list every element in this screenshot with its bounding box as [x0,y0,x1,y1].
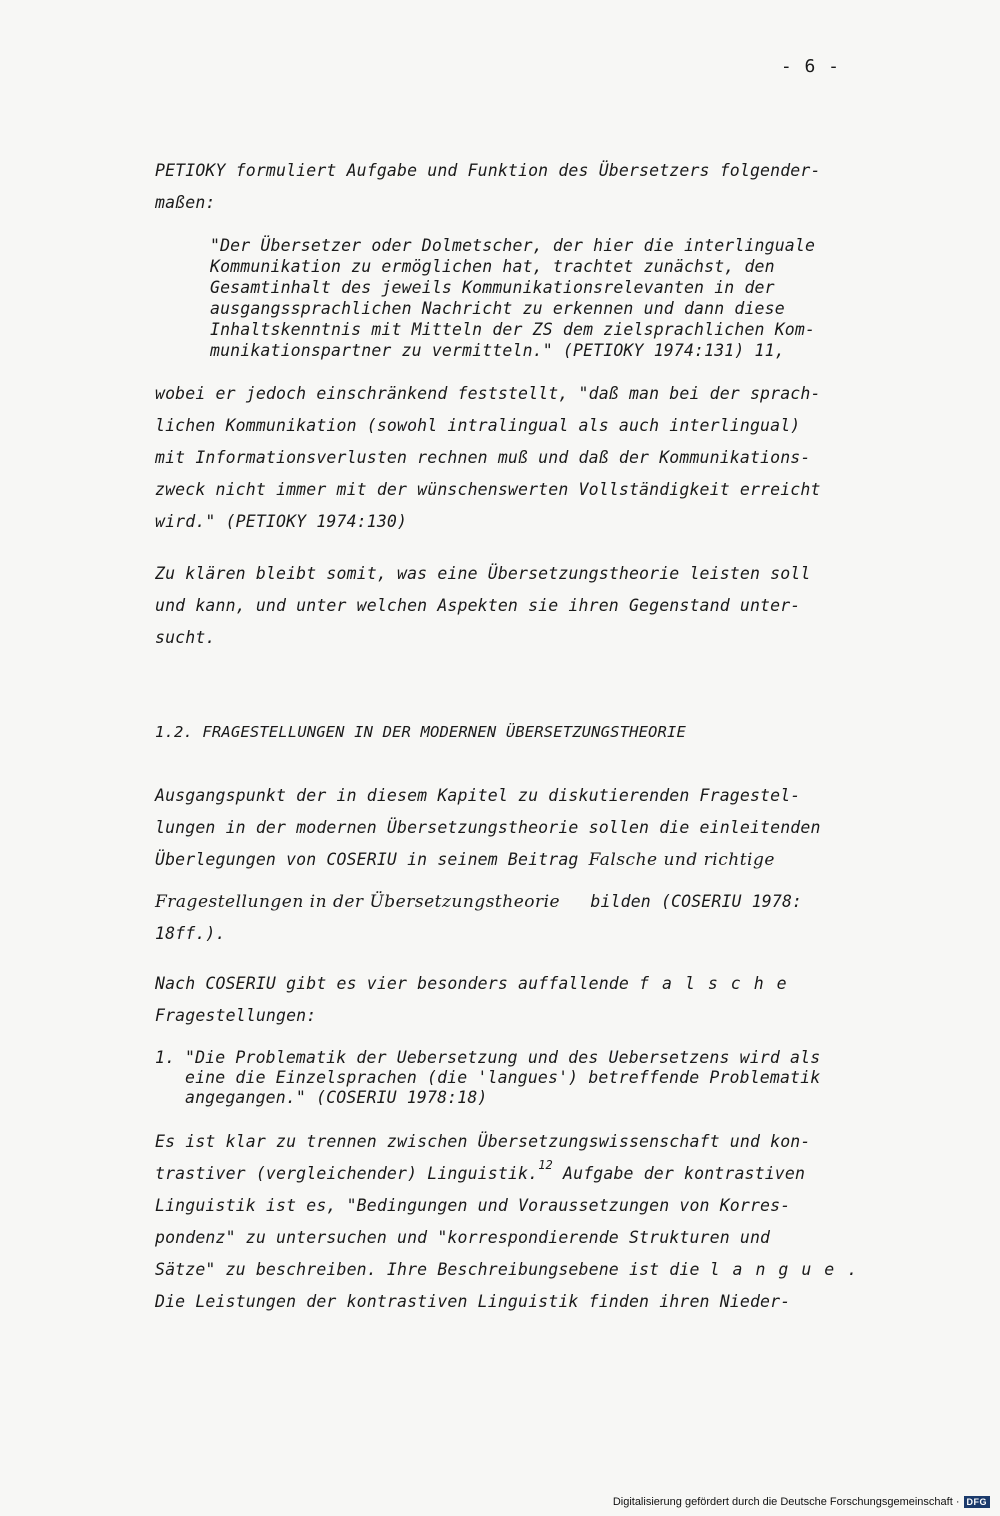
text-line: zweck nicht immer mit der wünschenswerten Vollständigkeit erreicht [155,480,821,499]
quote-line: Kommunikation zu ermöglichen hat, trachtet zunächst, den [210,257,775,276]
footnote-marker: 12 [538,1158,553,1172]
text-line: maßen: [155,193,216,212]
emphasized-word: langue. [709,1260,871,1279]
text-line: 18ff.). [155,924,226,943]
dfg-logo: DFG [964,1496,991,1508]
handwritten-title: Falsche und richtige [588,850,775,870]
paragraph-conclusion [155,558,865,654]
text-line: PETIOKY formuliert Aufgabe und Funktion des Übersetzers folgender- [155,161,821,180]
quote-line: Gesamtinhalt des jeweils Kommunikationsrelevanten in der [210,278,775,297]
text-line: sucht. [155,628,216,647]
text-line: pondenz" zu untersuchen und "korrespondierende Strukturen und [155,1228,771,1247]
text-line: mit Informationsverlusten rechnen muß und daß der Kommunikations- [155,448,811,467]
quote-line: ausgangssprachlichen Nachricht zu erkennen und dann diese [210,299,785,318]
digitization-footer [613,1496,990,1508]
text-line: wobei er jedoch einschränkend feststellt, "daß man bei der sprach- [155,384,821,403]
list-number: 1. [155,1048,176,1067]
text-line: und kann, und unter welchen Aspekten sie ihren Gegenstand unter- [155,596,801,615]
text-line: Ausgangspunkt der in diesem Kapitel zu diskutierenden Fragestel- [155,786,801,805]
paragraph-questions [155,968,865,1032]
page-number: - 6 - [780,56,840,77]
text-line: Fragestellungen: [155,1006,317,1025]
text-line: Nach COSERIU gibt es vier besonders auffallende falsche [155,974,800,993]
paragraph-kontrastiv [155,1126,871,1318]
text-line: Sätze" zu beschreiben. Ihre Beschreibungsebene ist die langue. [155,1260,871,1279]
handwritten-title: Fragestellungen in der Übersetzungstheorie [155,892,561,912]
paragraph-petioky [155,378,865,538]
text-line: trastiver (vergleichender) Linguistik.$^{12}$ Aufgabe der kontrastiven [155,1158,806,1183]
quote-line: munikationspartner zu vermitteln." (PETIOKY 1974:131) 11, [210,341,785,360]
text-line: Fragestellungen in der Übersetzungstheorie bilden (COSERIU 1978: [155,892,803,912]
text-line: Es ist klar zu trennen zwischen Übersetzungswissenschaft und kon- [155,1132,811,1151]
text-line: Die Leistungen der kontrastiven Linguistik finden ihren Nieder- [155,1292,791,1311]
text-line: Überlegungen von COSERIU in seinem Beitrag Falsche und richtige [155,850,775,870]
footer-text: Digitalisierung gefördert durch die Deutsche Forschungsgemeinschaft · [612,1496,960,1508]
text-line: Zu klären bleibt somit, was eine Übersetzungstheorie leisten soll [155,564,811,583]
quote-line: "Der Übersetzer oder Dolmetscher, der hier die interlinguale [210,236,816,255]
section-heading: 1.2. FRAGESTELLUNGEN IN DER MODERNEN ÜBERSETZUNGSTHEORIE [155,723,686,741]
text-line: lungen in der modernen Übersetzungstheorie sollen die einleitenden [155,818,821,837]
text-line: lichen Kommunikation (sowohl intralingual als auch interlingual) [155,416,801,435]
paragraph-coseriu [155,780,865,950]
quote-line: Inhaltskenntnis mit Mitteln der ZS dem zielsprachlichen Kom- [210,320,816,339]
numbered-list-item: 1. "Die Problematik der Uebersetzung und des Uebersetzens wird als eine die Einzelsprachen (die 'langues') betreffende Problematik angegangen." (COSERIU 1978:18) [155,1048,821,1107]
emphasized-word: falsche [639,974,800,993]
text-line: Linguistik ist es, "Bedingungen und Voraussetzungen von Korres- [155,1196,791,1215]
text-line: wird." (PETIOKY 1974:130) [155,512,408,531]
paragraph-intro [155,155,865,219]
block-quote [210,235,870,361]
